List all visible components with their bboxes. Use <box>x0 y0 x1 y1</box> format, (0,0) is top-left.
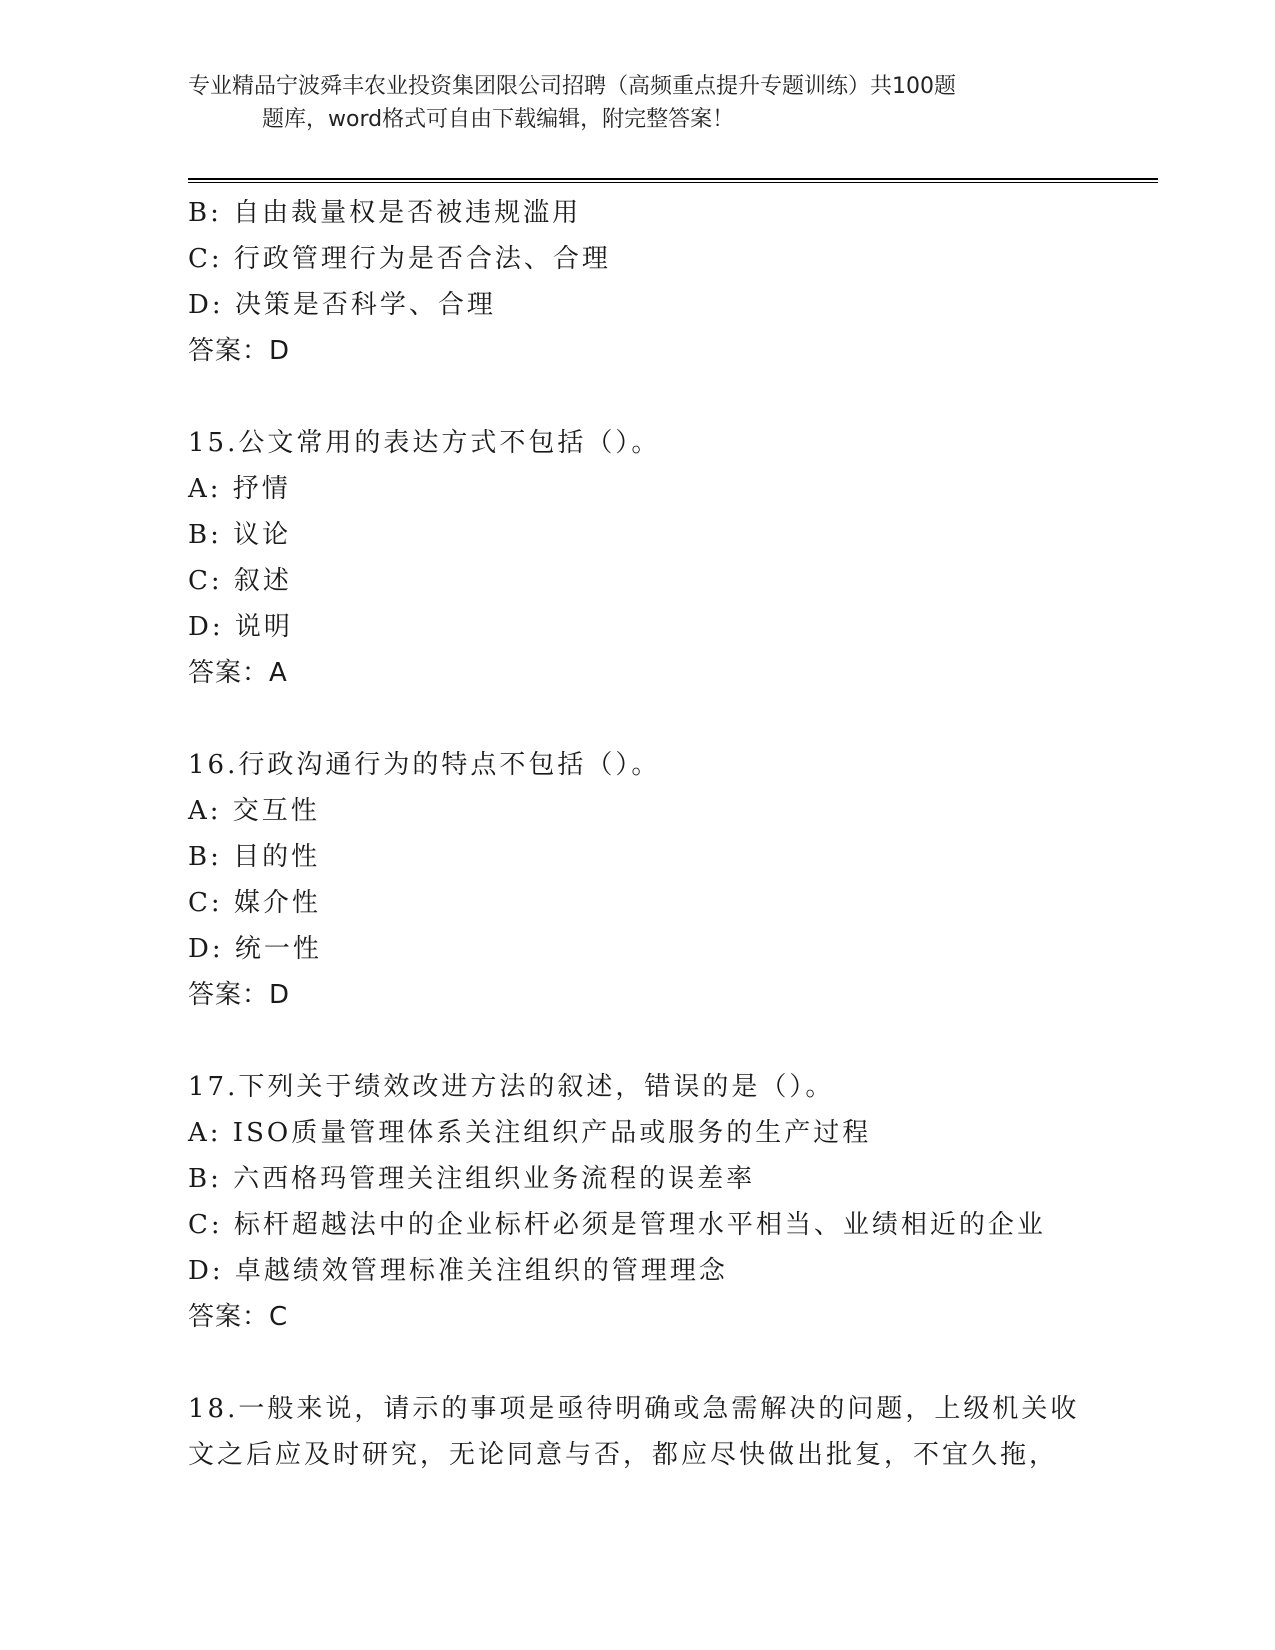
option-b: B: 自由裁量权是否被违规滥用 <box>188 198 582 228</box>
question-18 <box>188 1386 1148 1478</box>
option-c: C: 叙述 <box>188 566 292 596</box>
question-text: 16.行政沟通行为的特点不包括（）。 <box>188 750 661 780</box>
question-text-line2: 文之后应及时研究，无论同意与否，都应尽快做出批复，不宜久拖， <box>188 1440 1059 1470</box>
option-d: D: 卓越绩效管理标准关注组织的管理理念 <box>188 1256 728 1286</box>
answer: 答案：C <box>188 1302 289 1332</box>
option-d: D: 决策是否科学、合理 <box>188 290 496 320</box>
answer: 答案：D <box>188 980 291 1010</box>
answer: 答案：A <box>188 658 288 688</box>
option-b: B: 目的性 <box>188 842 321 872</box>
option-a: A: ISO质量管理体系关注组织产品或服务的生产过程 <box>188 1118 872 1148</box>
header-title-line1: 专业精品宁波舜丰农业投资集团限公司招聘（高频重点提升专题训练）共100题 <box>188 74 956 99</box>
option-d: D: 统一性 <box>188 934 322 964</box>
question-14-tail <box>188 190 1148 374</box>
option-a: A: 交互性 <box>188 796 320 826</box>
question-text: 15.公文常用的表达方式不包括（）。 <box>188 428 661 458</box>
question-list <box>188 190 1148 1478</box>
option-b: B: 六西格玛管理关注组织业务流程的误差率 <box>188 1164 756 1194</box>
option-c: C: 媒介性 <box>188 888 321 918</box>
question-15 <box>188 420 1148 696</box>
option-c: C: 行政管理行为是否合法、合理 <box>188 244 611 274</box>
question-17 <box>188 1064 1148 1340</box>
question-text: 17.下列关于绩效改进方法的叙述，错误的是（）。 <box>188 1072 835 1102</box>
question-text-line1: 18.一般来说，请示的事项是亟待明确或急需解决的问题，上级机关收 <box>188 1394 1080 1424</box>
option-d: D: 说明 <box>188 612 293 642</box>
answer: 答案：D <box>188 336 291 366</box>
option-b: B: 议论 <box>188 520 292 550</box>
document-header <box>188 70 1088 136</box>
option-c: C: 标杆超越法中的企业标杆必须是管理水平相当、业绩相近的企业 <box>188 1210 1046 1240</box>
option-a: A: 抒情 <box>188 474 291 504</box>
header-divider <box>188 178 1158 183</box>
question-16 <box>188 742 1148 1018</box>
header-title-line2: 题库，word格式可自由下载编辑，附完整答案！ <box>262 107 735 132</box>
